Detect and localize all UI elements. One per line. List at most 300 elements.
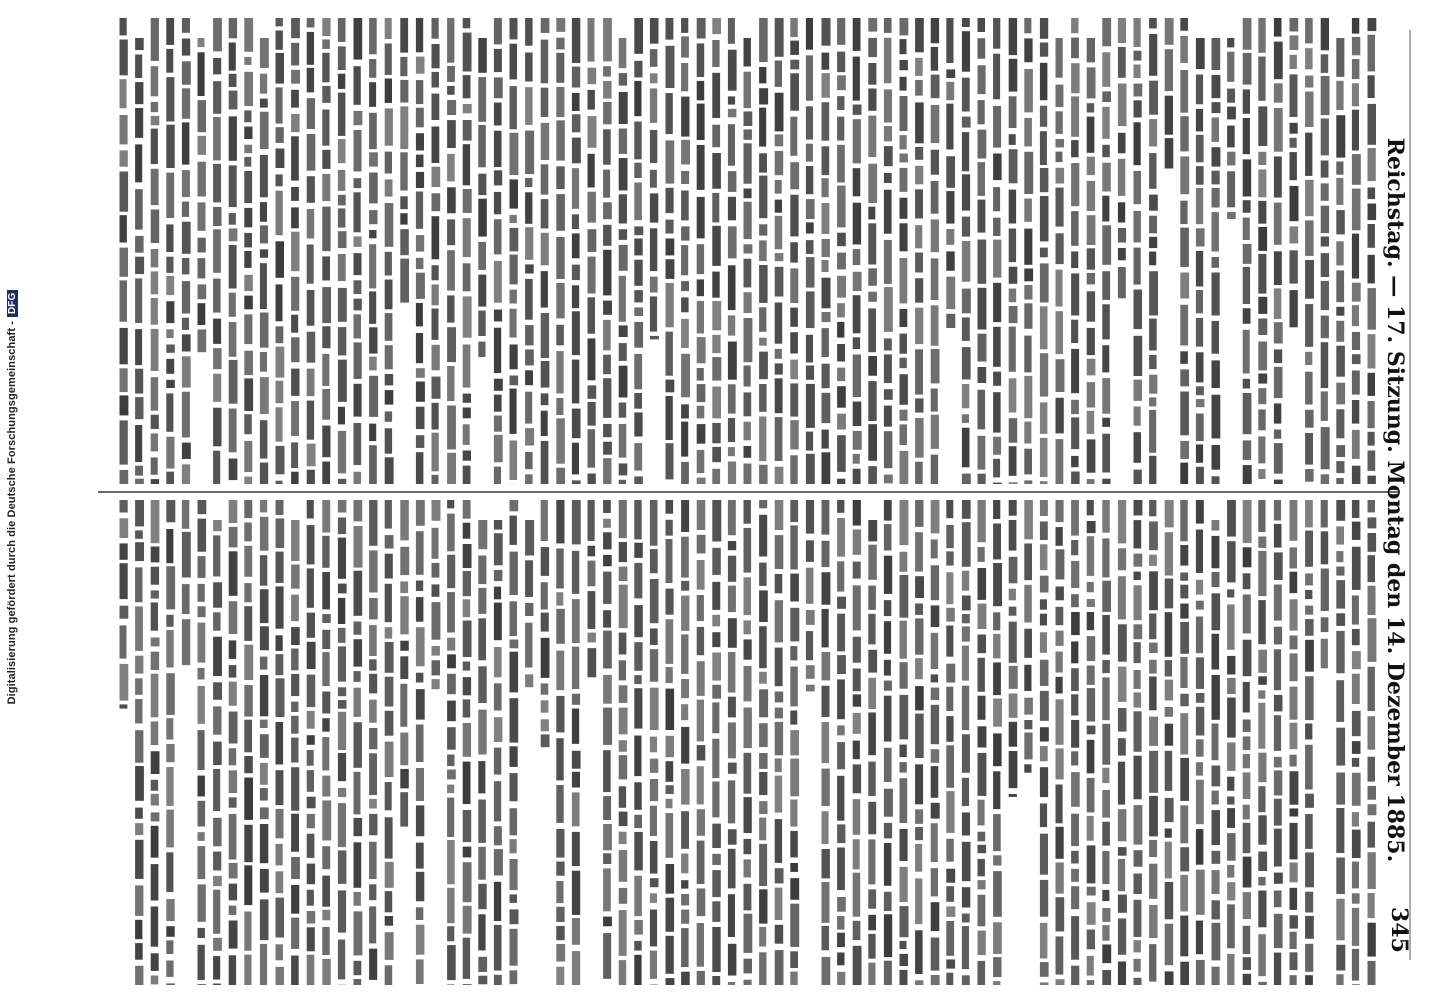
upper-column-word xyxy=(1087,291,1095,321)
upper-column-word xyxy=(868,424,877,461)
upper-column-word xyxy=(1368,204,1377,221)
upper-column-word xyxy=(229,245,237,289)
upper-column-word xyxy=(1009,149,1018,183)
lower-column-word xyxy=(1134,554,1143,567)
upper-column-word xyxy=(447,120,456,148)
lower-column-word xyxy=(868,545,877,580)
lower-column-word xyxy=(744,884,752,911)
upper-column-word xyxy=(634,226,643,235)
upper-column-word xyxy=(744,318,753,362)
upper-column-word xyxy=(416,108,424,128)
upper-column-word xyxy=(510,179,519,208)
lower-column-word xyxy=(338,518,346,535)
lower-column-word xyxy=(447,514,455,552)
upper-column-word xyxy=(322,174,330,201)
upper-column-word xyxy=(276,174,283,186)
lower-column-word xyxy=(666,813,674,858)
upper-column-word xyxy=(666,220,674,234)
lower-column-word xyxy=(822,882,830,923)
lower-column-word xyxy=(276,871,284,893)
upper-column-word xyxy=(1196,290,1203,313)
upper-column-word xyxy=(822,203,830,234)
lower-column-word xyxy=(759,801,767,814)
upper-column-word xyxy=(712,125,720,148)
upper-column-word xyxy=(931,18,939,43)
lower-column-word xyxy=(853,873,861,917)
upper-column-word xyxy=(1056,111,1063,134)
upper-column-word xyxy=(1102,107,1109,139)
upper-column-word xyxy=(681,171,689,184)
lower-column-word xyxy=(962,626,970,641)
lower-column-word xyxy=(354,911,363,955)
lower-column-word xyxy=(213,682,222,700)
upper-column-word xyxy=(1243,118,1250,154)
lower-column-word xyxy=(868,586,876,610)
upper-column-word xyxy=(541,40,549,84)
lower-column-word xyxy=(478,588,486,614)
lower-column-word xyxy=(307,500,314,519)
lower-column-word xyxy=(962,914,970,923)
upper-column-word xyxy=(822,73,830,98)
lower-column-word xyxy=(198,584,205,602)
upper-column-word xyxy=(432,475,439,484)
upper-column-word xyxy=(931,105,940,143)
lower-column-word xyxy=(369,814,377,835)
lower-column-word xyxy=(915,930,923,974)
lower-column-word xyxy=(744,839,752,854)
lower-column-word xyxy=(868,889,876,908)
upper-column-word xyxy=(1118,228,1126,243)
upper-column-word xyxy=(759,88,768,104)
upper-column-word xyxy=(822,146,830,175)
lower-column-word xyxy=(1040,880,1048,917)
upper-column-word xyxy=(1134,290,1143,330)
lower-column-word xyxy=(369,799,377,809)
upper-column-word xyxy=(619,92,628,124)
lower-column-word xyxy=(463,662,470,671)
upper-column-word xyxy=(1071,18,1078,33)
upper-column-word xyxy=(603,202,612,219)
upper-column-word xyxy=(525,279,533,320)
upper-column-word xyxy=(198,238,206,253)
lower-column-word xyxy=(432,500,441,521)
lower-column-word xyxy=(712,739,719,778)
lower-column-word xyxy=(1149,660,1157,674)
lower-column-word xyxy=(962,522,971,567)
lower-column-word xyxy=(868,915,876,931)
lower-column-word xyxy=(1180,847,1189,871)
lower-column-word xyxy=(556,829,564,858)
lower-column-word xyxy=(1071,540,1078,555)
upper-column-word xyxy=(775,93,784,132)
lower-column-word xyxy=(135,920,142,939)
upper-column-word xyxy=(1165,138,1174,168)
upper-column-word xyxy=(572,285,579,308)
upper-column-word xyxy=(478,242,486,270)
upper-column-word xyxy=(759,176,767,219)
lower-column-word xyxy=(1102,925,1109,941)
upper-column-word xyxy=(884,475,893,484)
upper-column-word xyxy=(603,250,611,296)
lower-column-word xyxy=(369,550,378,592)
lower-column-word xyxy=(915,686,924,710)
upper-column-word xyxy=(1352,332,1360,350)
lower-column-word xyxy=(1056,587,1064,601)
upper-column-word xyxy=(666,443,674,479)
upper-column-word xyxy=(1134,407,1141,426)
upper-column-word xyxy=(260,420,268,458)
lower-column-word xyxy=(120,606,129,619)
upper-column-word xyxy=(775,253,784,261)
upper-column-word xyxy=(837,386,846,408)
lower-column-word xyxy=(697,535,706,554)
upper-column-word xyxy=(1212,257,1220,268)
upper-column-word xyxy=(1305,48,1313,69)
lower-column-word xyxy=(962,778,969,806)
upper-column-word xyxy=(697,81,705,100)
lower-column-word xyxy=(1102,790,1110,818)
lower-column-word xyxy=(354,622,362,635)
lower-column-word xyxy=(666,500,674,514)
lower-column-word xyxy=(759,927,766,947)
lower-column-word xyxy=(681,537,689,578)
lower-column-word xyxy=(151,547,160,563)
upper-column-word xyxy=(1336,178,1343,205)
upper-column-word xyxy=(697,301,704,334)
upper-column-word xyxy=(744,189,752,199)
lower-column-word xyxy=(447,770,456,780)
upper-column-word xyxy=(1149,397,1156,406)
lower-column-word xyxy=(198,686,205,724)
upper-column-word xyxy=(697,197,705,239)
lower-column-word xyxy=(1305,745,1313,790)
upper-column-word xyxy=(1243,330,1250,374)
upper-column-word xyxy=(198,38,205,47)
upper-column-word xyxy=(837,435,846,472)
lower-column-word xyxy=(744,577,752,615)
upper-column-word xyxy=(1321,281,1329,310)
upper-column-word xyxy=(962,132,969,171)
upper-column-word xyxy=(338,18,346,42)
upper-column-word xyxy=(1368,18,1377,31)
lower-column-word xyxy=(712,685,721,699)
upper-column-word xyxy=(1056,38,1063,78)
lower-column-word xyxy=(603,532,612,549)
lower-column-word xyxy=(775,888,783,920)
lower-column-word xyxy=(1305,573,1313,585)
upper-column-word xyxy=(915,308,923,344)
lower-column-word xyxy=(759,590,768,622)
upper-column-word xyxy=(759,307,766,332)
lower-column-word xyxy=(775,925,784,944)
upper-column-word xyxy=(556,87,564,117)
lower-column-word xyxy=(1227,604,1235,649)
upper-column-word xyxy=(229,18,237,38)
upper-column-word xyxy=(494,77,503,98)
upper-column-word xyxy=(463,104,472,113)
upper-column-word xyxy=(1087,411,1095,434)
lower-column-word xyxy=(463,762,471,805)
upper-column-word xyxy=(1040,18,1048,39)
lower-column-word xyxy=(1305,724,1312,740)
upper-column-word xyxy=(915,166,923,185)
lower-column-word xyxy=(229,640,237,659)
lower-column-word xyxy=(1227,797,1234,805)
lower-column-word xyxy=(354,639,363,666)
upper-column-word xyxy=(634,18,643,54)
lower-column-word xyxy=(151,976,159,985)
upper-column-word xyxy=(1024,449,1032,475)
lower-column-word xyxy=(681,854,688,874)
upper-column-word xyxy=(322,39,330,49)
lower-column-word xyxy=(603,519,611,528)
upper-column-word xyxy=(120,328,128,364)
upper-column-word xyxy=(291,401,299,436)
upper-column-word xyxy=(1368,451,1376,471)
lower-column-word xyxy=(369,500,377,546)
lower-column-word xyxy=(1243,640,1252,677)
lower-column-word xyxy=(1336,526,1344,544)
lower-column-word xyxy=(213,742,222,766)
upper-column-word xyxy=(588,229,597,252)
upper-column-word xyxy=(978,390,986,430)
lower-column-word xyxy=(276,635,283,651)
upper-column-word xyxy=(494,170,502,185)
lower-column-word xyxy=(541,638,550,678)
lower-column-word xyxy=(978,880,986,889)
lower-column-word xyxy=(1118,548,1126,570)
lower-column-word xyxy=(1180,713,1188,754)
upper-column-word xyxy=(1258,106,1267,146)
upper-column-word xyxy=(681,281,689,291)
upper-column-word xyxy=(556,351,563,393)
upper-column-word xyxy=(1227,152,1235,166)
upper-column-word xyxy=(1305,220,1314,256)
lower-column-word xyxy=(946,572,953,604)
upper-column-word xyxy=(915,225,922,248)
lower-column-word xyxy=(588,561,596,587)
lower-column-word xyxy=(1290,687,1298,720)
upper-column-word xyxy=(463,144,470,185)
upper-column-word xyxy=(276,241,285,277)
lower-column-word xyxy=(322,572,330,609)
upper-column-word xyxy=(1227,212,1236,219)
upper-column-word xyxy=(884,173,892,183)
lower-column-word xyxy=(244,720,252,753)
lower-column-word xyxy=(1180,500,1187,541)
lower-column-word xyxy=(572,599,580,643)
upper-column-word xyxy=(650,296,657,331)
upper-column-word xyxy=(572,311,580,355)
upper-column-word xyxy=(1087,117,1095,153)
upper-column-word xyxy=(510,376,519,386)
upper-column-word xyxy=(884,431,893,468)
lower-column-word xyxy=(884,660,891,676)
upper-column-word xyxy=(603,442,612,455)
upper-column-word xyxy=(213,18,222,51)
lower-column-word xyxy=(1196,530,1203,573)
upper-column-word xyxy=(135,38,144,50)
lower-column-word xyxy=(229,797,237,807)
upper-column-word xyxy=(385,18,392,39)
lower-column-word xyxy=(135,823,143,835)
upper-column-word xyxy=(1071,38,1079,59)
upper-column-word xyxy=(946,277,955,310)
lower-column-word xyxy=(603,555,612,566)
lower-column-word xyxy=(915,658,923,679)
lower-column-word xyxy=(619,585,628,628)
upper-column-word xyxy=(978,100,985,124)
lower-column-word xyxy=(790,759,799,797)
dfg-logo: DFG xyxy=(7,290,18,317)
lower-column-word xyxy=(619,755,628,779)
lower-column-word xyxy=(822,609,829,648)
upper-column-word xyxy=(946,251,954,270)
lower-column-word xyxy=(1180,573,1188,581)
lower-column-word xyxy=(307,911,316,924)
lower-column-word xyxy=(463,847,472,858)
lower-column-word xyxy=(853,764,861,793)
upper-column-word xyxy=(1336,270,1344,302)
upper-column-word xyxy=(525,53,533,82)
upper-column-word xyxy=(712,423,720,443)
lower-column-word xyxy=(556,651,564,691)
lower-column-word xyxy=(603,675,612,704)
upper-column-word xyxy=(1071,211,1079,246)
upper-column-word xyxy=(634,163,641,178)
lower-column-word xyxy=(1087,740,1095,774)
upper-column-word xyxy=(276,284,283,321)
upper-column-word xyxy=(666,46,675,88)
upper-column-word xyxy=(416,57,425,74)
lower-column-word xyxy=(619,685,628,703)
lower-column-word xyxy=(432,563,440,578)
lower-column-word xyxy=(962,887,970,907)
upper-column-word xyxy=(260,225,268,243)
lower-column-word xyxy=(1040,923,1048,959)
lower-column-word xyxy=(338,940,345,980)
lower-column-word xyxy=(946,551,953,565)
lower-column-word xyxy=(946,525,954,548)
lower-column-word xyxy=(915,827,923,840)
upper-column-word xyxy=(1336,38,1344,77)
upper-column-word xyxy=(603,458,611,484)
lower-column-word xyxy=(447,984,454,985)
upper-column-word xyxy=(822,239,830,257)
upper-column-word xyxy=(1352,466,1361,484)
lower-column-word xyxy=(1118,738,1126,755)
upper-column-word xyxy=(276,53,285,84)
upper-column-word xyxy=(962,31,970,71)
lower-column-word xyxy=(588,633,596,643)
lower-column-word xyxy=(1149,555,1157,566)
upper-column-word xyxy=(369,82,376,107)
upper-column-word xyxy=(1321,316,1329,339)
upper-column-word xyxy=(790,73,799,110)
lower-column-word xyxy=(1243,926,1251,954)
upper-column-word xyxy=(790,360,798,380)
lower-column-word xyxy=(1118,918,1126,954)
lower-column-word xyxy=(463,677,471,695)
lower-column-word xyxy=(151,652,159,670)
upper-column-word xyxy=(1118,133,1126,154)
lower-column-word xyxy=(260,657,268,670)
lower-column-word xyxy=(276,944,284,960)
lower-column-word xyxy=(1290,572,1298,593)
lower-column-word xyxy=(728,500,736,535)
lower-column-word xyxy=(1071,500,1079,536)
lower-column-word xyxy=(666,864,675,894)
upper-column-word xyxy=(1134,122,1141,165)
lower-column-word xyxy=(759,753,768,769)
lower-column-word xyxy=(822,652,831,680)
lower-column-word xyxy=(712,582,720,610)
lower-column-word xyxy=(1336,858,1345,895)
upper-column-word xyxy=(182,222,191,254)
upper-column-word xyxy=(478,342,485,357)
lower-column-word xyxy=(978,726,987,747)
lower-column-word xyxy=(1102,822,1110,846)
lower-column-word xyxy=(1087,956,1094,976)
lower-column-word xyxy=(1212,870,1220,894)
upper-column-word xyxy=(260,463,268,485)
upper-column-word xyxy=(572,18,580,63)
upper-column-word xyxy=(1274,443,1283,474)
lower-column-word xyxy=(478,847,486,880)
upper-column-word xyxy=(1368,75,1375,98)
upper-column-word xyxy=(650,73,658,83)
upper-column-word xyxy=(307,332,316,363)
running-title: Reichstag. — 17. Sitzung. Montag den 14. Dezember 1885. xyxy=(1382,137,1408,863)
lower-column-word xyxy=(1352,674,1360,704)
upper-column-word xyxy=(1102,378,1110,414)
upper-column-word xyxy=(697,424,706,444)
lower-column-word xyxy=(759,723,768,747)
lower-column-word xyxy=(1274,715,1281,751)
upper-column-word xyxy=(525,18,533,46)
upper-column-word xyxy=(260,352,267,372)
lower-column-word xyxy=(790,525,798,569)
lower-column-word xyxy=(1040,632,1047,653)
upper-column-word xyxy=(338,360,347,402)
upper-column-word xyxy=(276,18,283,26)
upper-column-word xyxy=(1212,118,1220,142)
upper-column-word xyxy=(712,153,721,189)
lower-column-word xyxy=(993,612,1000,630)
lower-column-word xyxy=(884,524,892,550)
upper-column-word xyxy=(603,170,610,198)
lower-column-word xyxy=(728,697,736,718)
upper-column-word xyxy=(1196,414,1204,442)
lower-column-word xyxy=(1165,842,1172,879)
lower-column-word xyxy=(1087,582,1094,592)
lower-column-word xyxy=(494,603,502,641)
lower-column-word xyxy=(806,685,815,692)
lower-column-word xyxy=(634,920,643,935)
upper-column-word xyxy=(1321,18,1329,50)
lower-column-word xyxy=(993,699,1002,727)
upper-column-word xyxy=(806,454,815,484)
upper-column-word xyxy=(151,102,158,112)
lower-column-word xyxy=(229,884,237,901)
lower-column-word xyxy=(369,700,377,723)
upper-column-word xyxy=(837,186,846,228)
upper-column-word xyxy=(588,385,597,398)
lower-column-word xyxy=(962,842,971,881)
upper-column-word xyxy=(1212,212,1219,251)
lower-column-word xyxy=(790,574,799,602)
lower-column-word xyxy=(1102,538,1109,577)
